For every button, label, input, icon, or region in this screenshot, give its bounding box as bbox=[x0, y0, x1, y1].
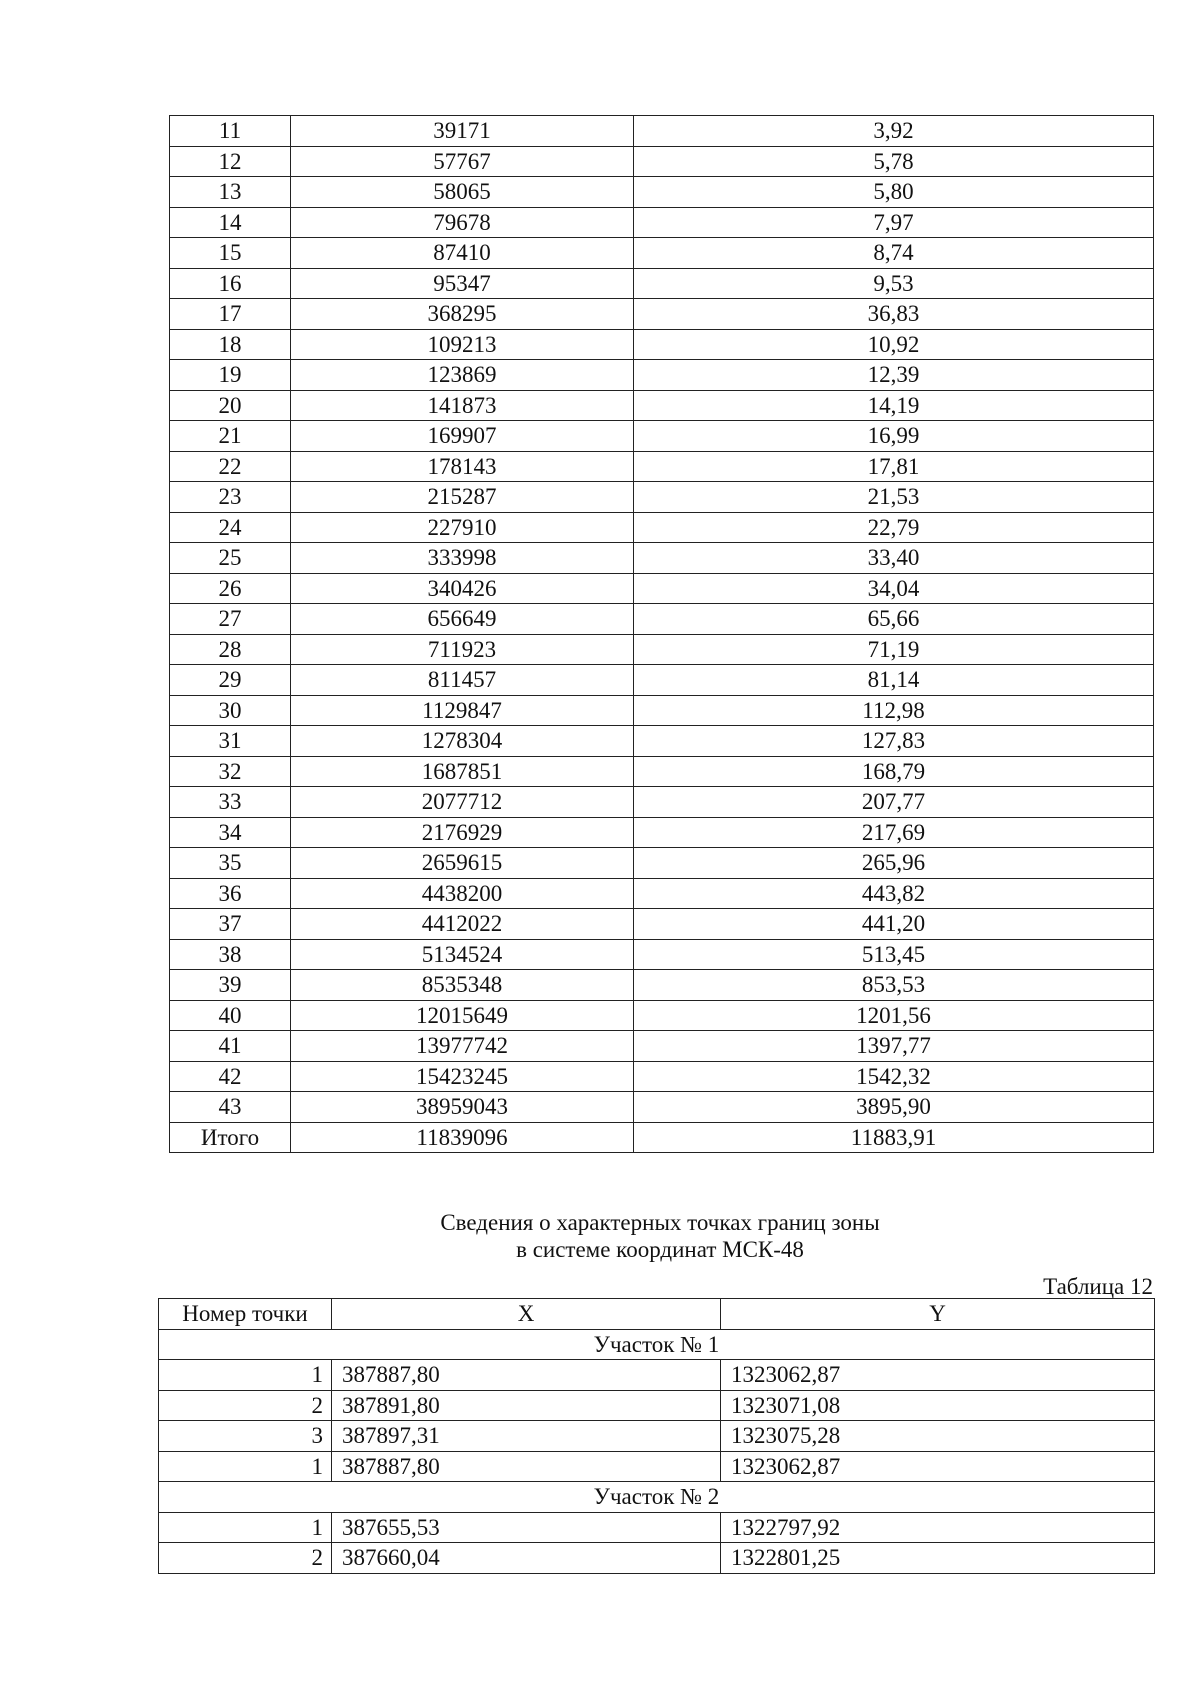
cell-value: 1542,32 bbox=[634, 1061, 1154, 1092]
header-point-number: Номер точки bbox=[159, 1299, 332, 1330]
cell-area: 4412022 bbox=[291, 909, 634, 940]
values-table-body bbox=[170, 116, 1154, 1153]
table-row bbox=[170, 756, 1154, 787]
cell-value: 14,19 bbox=[634, 390, 1154, 421]
cell-area: 38959043 bbox=[291, 1092, 634, 1123]
table-row bbox=[170, 939, 1154, 970]
table-row bbox=[170, 1122, 1154, 1153]
cell-point-number: 1 bbox=[159, 1512, 332, 1543]
cell-area: 2659615 bbox=[291, 848, 634, 879]
cell-point-number: 3 bbox=[159, 1421, 332, 1452]
table-row bbox=[170, 177, 1154, 208]
cell-point-number: 2 bbox=[159, 1543, 332, 1574]
cell-point: 36 bbox=[170, 878, 291, 909]
cell-value: 21,53 bbox=[634, 482, 1154, 513]
table-row bbox=[170, 451, 1154, 482]
section-title: Участок № 1 bbox=[159, 1329, 1155, 1360]
cell-area: 1129847 bbox=[291, 695, 634, 726]
table-row bbox=[170, 1061, 1154, 1092]
table-row bbox=[170, 421, 1154, 452]
table-row bbox=[159, 1512, 1155, 1543]
table-row bbox=[170, 543, 1154, 574]
coordinates-table-body bbox=[159, 1329, 1155, 1573]
cell-point: 26 bbox=[170, 573, 291, 604]
cell-value: 443,82 bbox=[634, 878, 1154, 909]
cell-point: 14 bbox=[170, 207, 291, 238]
cell-point: 20 bbox=[170, 390, 291, 421]
table-row bbox=[170, 787, 1154, 818]
cell-area: 11839096 bbox=[291, 1122, 634, 1153]
table-row bbox=[170, 1092, 1154, 1123]
table-row bbox=[170, 634, 1154, 665]
cell-area: 95347 bbox=[291, 268, 634, 299]
cell-value: 10,92 bbox=[634, 329, 1154, 360]
cell-point: 34 bbox=[170, 817, 291, 848]
cell-point: 35 bbox=[170, 848, 291, 879]
cell-point: 41 bbox=[170, 1031, 291, 1062]
cell-point: 37 bbox=[170, 909, 291, 940]
cell-point: 31 bbox=[170, 726, 291, 757]
cell-value: 513,45 bbox=[634, 939, 1154, 970]
table-row bbox=[170, 268, 1154, 299]
cell-point: 15 bbox=[170, 238, 291, 269]
cell-area: 178143 bbox=[291, 451, 634, 482]
section-row bbox=[159, 1329, 1155, 1360]
table-row bbox=[159, 1451, 1155, 1482]
cell-value: 3895,90 bbox=[634, 1092, 1154, 1123]
cell-y: 1322801,25 bbox=[721, 1543, 1155, 1574]
cell-value: 17,81 bbox=[634, 451, 1154, 482]
table-row bbox=[159, 1543, 1155, 1574]
cell-area: 2176929 bbox=[291, 817, 634, 848]
cell-area: 141873 bbox=[291, 390, 634, 421]
cell-point: 27 bbox=[170, 604, 291, 635]
cell-area: 215287 bbox=[291, 482, 634, 513]
cell-area: 15423245 bbox=[291, 1061, 634, 1092]
cell-area: 333998 bbox=[291, 543, 634, 574]
cell-area: 368295 bbox=[291, 299, 634, 330]
cell-value: 217,69 bbox=[634, 817, 1154, 848]
cell-value: 168,79 bbox=[634, 756, 1154, 787]
values-table bbox=[169, 115, 1154, 1153]
cell-x: 387887,80 bbox=[332, 1451, 721, 1482]
cell-point: 33 bbox=[170, 787, 291, 818]
cell-value: 81,14 bbox=[634, 665, 1154, 696]
table-row bbox=[170, 207, 1154, 238]
cell-area: 39171 bbox=[291, 116, 634, 147]
cell-value: 36,83 bbox=[634, 299, 1154, 330]
table-row bbox=[170, 329, 1154, 360]
cell-y: 1322797,92 bbox=[721, 1512, 1155, 1543]
cell-y: 1323062,87 bbox=[721, 1451, 1155, 1482]
table-row bbox=[170, 238, 1154, 269]
cell-area: 12015649 bbox=[291, 1000, 634, 1031]
cell-value: 5,78 bbox=[634, 146, 1154, 177]
cell-value: 8,74 bbox=[634, 238, 1154, 269]
table-row bbox=[170, 817, 1154, 848]
cell-point: 16 bbox=[170, 268, 291, 299]
cell-x: 387660,04 bbox=[332, 1543, 721, 1574]
table-row bbox=[170, 604, 1154, 635]
cell-area: 711923 bbox=[291, 634, 634, 665]
cell-value: 9,53 bbox=[634, 268, 1154, 299]
cell-y: 1323062,87 bbox=[721, 1360, 1155, 1391]
cell-point: 30 bbox=[170, 695, 291, 726]
cell-area: 227910 bbox=[291, 512, 634, 543]
cell-x: 387897,31 bbox=[332, 1421, 721, 1452]
cell-area: 340426 bbox=[291, 573, 634, 604]
cell-area: 57767 bbox=[291, 146, 634, 177]
cell-area: 58065 bbox=[291, 177, 634, 208]
cell-point: 17 bbox=[170, 299, 291, 330]
table-row bbox=[170, 1000, 1154, 1031]
table-row bbox=[170, 482, 1154, 513]
cell-area: 79678 bbox=[291, 207, 634, 238]
table-row bbox=[159, 1421, 1155, 1452]
cell-point: 39 bbox=[170, 970, 291, 1001]
header-y: Y bbox=[721, 1299, 1155, 1330]
cell-area: 8535348 bbox=[291, 970, 634, 1001]
cell-area: 4438200 bbox=[291, 878, 634, 909]
table-row bbox=[170, 665, 1154, 696]
cell-area: 109213 bbox=[291, 329, 634, 360]
cell-value: 11883,91 bbox=[634, 1122, 1154, 1153]
cell-value: 127,83 bbox=[634, 726, 1154, 757]
cell-area: 13977742 bbox=[291, 1031, 634, 1062]
cell-area: 169907 bbox=[291, 421, 634, 452]
cell-point: 29 bbox=[170, 665, 291, 696]
cell-area: 87410 bbox=[291, 238, 634, 269]
cell-point: 18 bbox=[170, 329, 291, 360]
cell-point: 12 bbox=[170, 146, 291, 177]
cell-point: 38 bbox=[170, 939, 291, 970]
cell-value: 853,53 bbox=[634, 970, 1154, 1001]
cell-point: 32 bbox=[170, 756, 291, 787]
cell-x: 387891,80 bbox=[332, 1390, 721, 1421]
cell-value: 16,99 bbox=[634, 421, 1154, 452]
coordinates-table bbox=[158, 1298, 1155, 1574]
table-row bbox=[170, 970, 1154, 1001]
cell-area: 1687851 bbox=[291, 756, 634, 787]
cell-value: 3,92 bbox=[634, 116, 1154, 147]
coordinates-table-header-row bbox=[159, 1299, 1155, 1330]
cell-point: 24 bbox=[170, 512, 291, 543]
cell-point: 23 bbox=[170, 482, 291, 513]
cell-value: 5,80 bbox=[634, 177, 1154, 208]
cell-area: 2077712 bbox=[291, 787, 634, 818]
cell-point: Итого bbox=[170, 1122, 291, 1153]
cell-value: 7,97 bbox=[634, 207, 1154, 238]
table-row bbox=[170, 848, 1154, 879]
heading-line-1: Сведения о характерных точках границ зоны bbox=[440, 1210, 880, 1235]
section-row bbox=[159, 1482, 1155, 1513]
cell-point: 11 bbox=[170, 116, 291, 147]
cell-value: 207,77 bbox=[634, 787, 1154, 818]
cell-point: 42 bbox=[170, 1061, 291, 1092]
table-row bbox=[170, 116, 1154, 147]
cell-area: 5134524 bbox=[291, 939, 634, 970]
table-row bbox=[170, 726, 1154, 757]
cell-point: 22 bbox=[170, 451, 291, 482]
cell-value: 441,20 bbox=[634, 909, 1154, 940]
table-row bbox=[170, 1031, 1154, 1062]
cell-point: 28 bbox=[170, 634, 291, 665]
table-row bbox=[170, 573, 1154, 604]
cell-value: 1397,77 bbox=[634, 1031, 1154, 1062]
cell-area: 811457 bbox=[291, 665, 634, 696]
cell-value: 112,98 bbox=[634, 695, 1154, 726]
heading-line-2: в системе координат МСК-48 bbox=[516, 1237, 804, 1262]
cell-area: 123869 bbox=[291, 360, 634, 391]
section-title: Участок № 2 bbox=[159, 1482, 1155, 1513]
cell-value: 22,79 bbox=[634, 512, 1154, 543]
cell-value: 65,66 bbox=[634, 604, 1154, 635]
cell-x: 387655,53 bbox=[332, 1512, 721, 1543]
table-row bbox=[170, 390, 1154, 421]
cell-value: 34,04 bbox=[634, 573, 1154, 604]
cell-area: 1278304 bbox=[291, 726, 634, 757]
table-row bbox=[170, 299, 1154, 330]
cell-point: 19 bbox=[170, 360, 291, 391]
cell-point-number: 1 bbox=[159, 1360, 332, 1391]
section-heading bbox=[0, 1209, 1200, 1263]
table-row bbox=[170, 360, 1154, 391]
cell-point: 43 bbox=[170, 1092, 291, 1123]
cell-point: 25 bbox=[170, 543, 291, 574]
cell-value: 1201,56 bbox=[634, 1000, 1154, 1031]
table-row bbox=[170, 512, 1154, 543]
cell-point-number: 1 bbox=[159, 1451, 332, 1482]
header-x: X bbox=[332, 1299, 721, 1330]
table-row bbox=[170, 695, 1154, 726]
cell-y: 1323071,08 bbox=[721, 1390, 1155, 1421]
table-row bbox=[159, 1360, 1155, 1391]
cell-point-number: 2 bbox=[159, 1390, 332, 1421]
cell-value: 71,19 bbox=[634, 634, 1154, 665]
table-row bbox=[159, 1390, 1155, 1421]
cell-value: 33,40 bbox=[634, 543, 1154, 574]
cell-value: 12,39 bbox=[634, 360, 1154, 391]
cell-point: 21 bbox=[170, 421, 291, 452]
cell-area: 656649 bbox=[291, 604, 634, 635]
cell-value: 265,96 bbox=[634, 848, 1154, 879]
table-number-label: Таблица 12 bbox=[1043, 1274, 1153, 1299]
table-row bbox=[170, 909, 1154, 940]
table-row bbox=[170, 878, 1154, 909]
cell-y: 1323075,28 bbox=[721, 1421, 1155, 1452]
table-row bbox=[170, 146, 1154, 177]
cell-point: 13 bbox=[170, 177, 291, 208]
cell-point: 40 bbox=[170, 1000, 291, 1031]
cell-x: 387887,80 bbox=[332, 1360, 721, 1391]
